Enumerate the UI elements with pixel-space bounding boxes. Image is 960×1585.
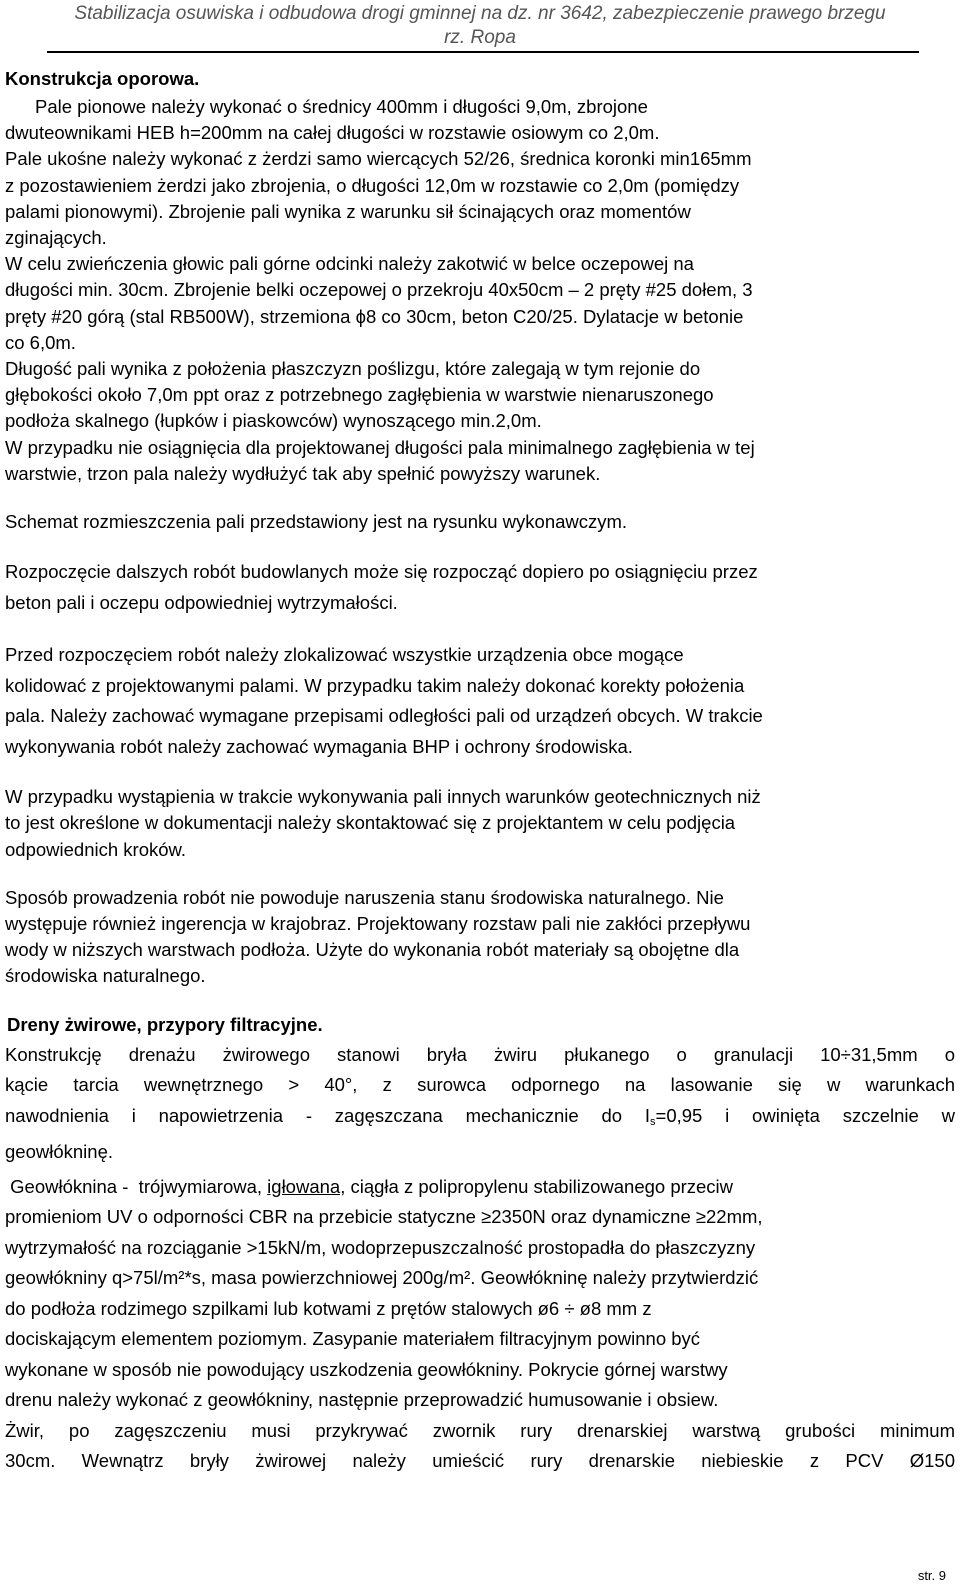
text-line: 30cm. Wewnątrz bryły żwirowej należy umieścić rury drenarskie niebieskie z PCV Ø150	[5, 1450, 955, 1472]
text-line: geowłókninę.	[5, 1141, 113, 1163]
text-line: warstwie, trzon pala należy wydłużyć tak aby spełnić powyższy warunek.	[5, 462, 601, 484]
page-number: str. 9	[917, 1568, 946, 1583]
text-fragment: Geowłóknina - trójwymiarowa,	[5, 1175, 268, 1197]
paragraph-sposob	[5, 885, 955, 990]
paragraph-geowloknina	[5, 1172, 955, 1477]
text-line: dwuteownikami HEB h=200mm na całej długości w rozstawie osiowym co 2,0m.	[5, 122, 660, 144]
text-line: wykonywania robót należy zachować wymagania BHP i ochrony środowiska.	[5, 735, 633, 757]
text-line: kolidować z projektowanymi palami. W przypadku takim należy dokonać korekty położenia	[5, 674, 745, 696]
text-line: Przed rozpoczęciem robót należy zlokalizować wszystkie urządzenia obce mogące	[5, 644, 684, 666]
text-fragment: ciągła z polipropylenu stabilizowanego przeciw	[345, 1175, 734, 1197]
document-body	[5, 64, 955, 1477]
text-line: co 6,0m.	[5, 331, 76, 353]
text-line: Konstrukcję drenażu żwirowego stanowi bryła żwiru płukanego o granulacji 10÷31,5mm o	[5, 1043, 955, 1065]
text-line: W przypadku wystąpienia w trakcie wykonywania pali innych warunków geotechnicznych niż	[5, 786, 761, 808]
text-line: W przypadku nie osiągnięcia dla projektowanej długości pala minimalnego zagłębienia w tej	[5, 436, 755, 458]
header-line-1: Stabilizacja osuwiska i odbudowa drogi gminnej na dz. nr 3642, zabezpieczenie prawego brzegu	[74, 3, 886, 24]
text-line: podłoża skalnego (łupków i piaskowców) wynoszącego min.2,0m.	[5, 410, 542, 432]
subscript: s	[650, 1115, 656, 1128]
text-line: promieniom UV o odporności CBR na przebicie statyczne ≥2350N oraz dynamiczne ≥22mm,	[5, 1206, 763, 1228]
text-line: pala. Należy zachować wymagane przepisami odległości pali od urządzeń obcych. W trakcie	[5, 705, 763, 727]
text-line: Rozpoczęcie dalszych robót budowlanych może się rozpocząć dopiero po osiągnięciu przez	[5, 561, 758, 583]
paragraph-zaglebienie	[5, 435, 955, 487]
paragraph-pale-pionowe	[5, 94, 955, 146]
text-line: wytrzymałość na rozciąganie >15kN/m, wodoprzepuszczalność prostopadła do płaszczyzny	[5, 1236, 756, 1258]
text-line: pręty #20 górą (stal RB500W), strzemiona ϕ8 co 30cm, beton C20/25. Dylatacje w betonie	[5, 305, 744, 327]
text-line	[5, 1101, 955, 1138]
text-line: z pozostawieniem żerdzi jako zbrojenia, o długości 12,0m w rozstawie co 2,0m (pomiędzy	[5, 174, 740, 196]
text-line: W celu zwieńczenia głowic pali górne odcinki należy zakotwić w belce oczepowej na	[5, 253, 694, 275]
text-line: odpowiednich kroków.	[5, 838, 186, 860]
paragraph-dlugosc-pali	[5, 356, 955, 435]
text-line: zginających.	[5, 227, 107, 249]
text-line: środowiska naturalnego.	[5, 965, 206, 987]
text-line: występuje również ingerencja w krajobraz. Projektowany rozstaw pali nie zakłóci przepływu	[5, 913, 751, 935]
header-divider	[47, 51, 919, 53]
text-fragment: =0,95 i owinięta szczelnie w	[655, 1104, 955, 1126]
paragraph-schemat: Schemat rozmieszczenia pali przedstawiony jest na rysunku wykonawczym.	[5, 511, 628, 533]
paragraph-wystapienie	[5, 784, 955, 863]
page-header	[0, 0, 960, 50]
header-line-2: rz. Ropa	[444, 27, 516, 48]
text-line: do podłoża rodzimego szpilkami lub kotwami z prętów stalowych ø6 ÷ ø8 mm z	[5, 1297, 652, 1319]
text-line: Długość pali wynika z położenia płaszczyzn poślizgu, które zalegają w tym rejonie do	[5, 358, 701, 380]
text-line: dociskającym elementem poziomym. Zasypanie materiałem filtracyjnym powinno być	[5, 1328, 701, 1350]
text-line: palami pionowymi). Zbrojenie pali wynika z warunku sił ścinających oraz momentów	[5, 200, 691, 222]
section-heading-konstrukcja: Konstrukcja oporowa.	[5, 68, 200, 89]
paragraph-przed-rozpoczeciem	[5, 640, 955, 762]
paragraph-oczep	[5, 251, 955, 356]
paragraph-konstrukcja-drenazu	[5, 1040, 955, 1168]
paragraph-rozpoczecie	[5, 557, 955, 618]
text-line: beton pali i oczepu odpowiedniej wytrzymałości.	[5, 591, 398, 613]
text-line	[5, 1172, 955, 1203]
text-line: geowłókniny q>75l/m²*s, masa powierzchniowej 200g/m². Geowłókninę należy przytwierdzić	[5, 1267, 759, 1289]
text-line: wody w niższych warstwach podłoża. Użyte do wykonania robót materiały są obojętne dla	[5, 939, 740, 961]
text-line: Pale pionowe należy wykonać o średnicy 400mm i długości 9,0m, zbrojone	[35, 96, 648, 117]
text-line: wykonane w sposób nie powodujący uszkodzenia geowłókniny. Pokrycie górnej warstwy	[5, 1358, 728, 1380]
text-line: to jest określone w dokumentacji należy skontaktować się z projektantem w celu podjęcia	[5, 812, 736, 834]
text-fragment: nawodnienia i napowietrzenia - zagęszczana mechanicznie do I	[5, 1104, 651, 1126]
text-line: kącie tarcia wewnętrznego > 40°, z surowca odpornego na lasowanie się w warunkach	[5, 1074, 955, 1096]
underlined-term: igłowana,	[267, 1175, 346, 1197]
text-line: Żwir, po zagęszczeniu musi przykrywać zwornik rury drenarskiej warstwą grubości minimum	[5, 1419, 955, 1441]
text-line: głębokości około 7,0m ppt oraz z potrzebnego zagłębienia w warstwie nienaruszonego	[5, 384, 714, 406]
text-line: drenu należy wykonać z geowłókniny, następnie przeprowadzić humusowanie i obsiew.	[5, 1389, 719, 1411]
section-heading-dreny: Dreny żwirowe, przypory filtracyjne.	[7, 1013, 323, 1035]
text-line: długości min. 30cm. Zbrojenie belki oczepowej o przekroju 40x50cm – 2 pręty #25 dołem, 3	[5, 279, 753, 301]
text-line: Sposób prowadzenia robót nie powoduje naruszenia stanu środowiska naturalnego. Nie	[5, 886, 724, 908]
paragraph-pale-ukosne	[5, 146, 955, 251]
text-line: Pale ukośne należy wykonać z żerdzi samo wiercących 52/26, średnica koronki min165mm	[5, 148, 752, 170]
